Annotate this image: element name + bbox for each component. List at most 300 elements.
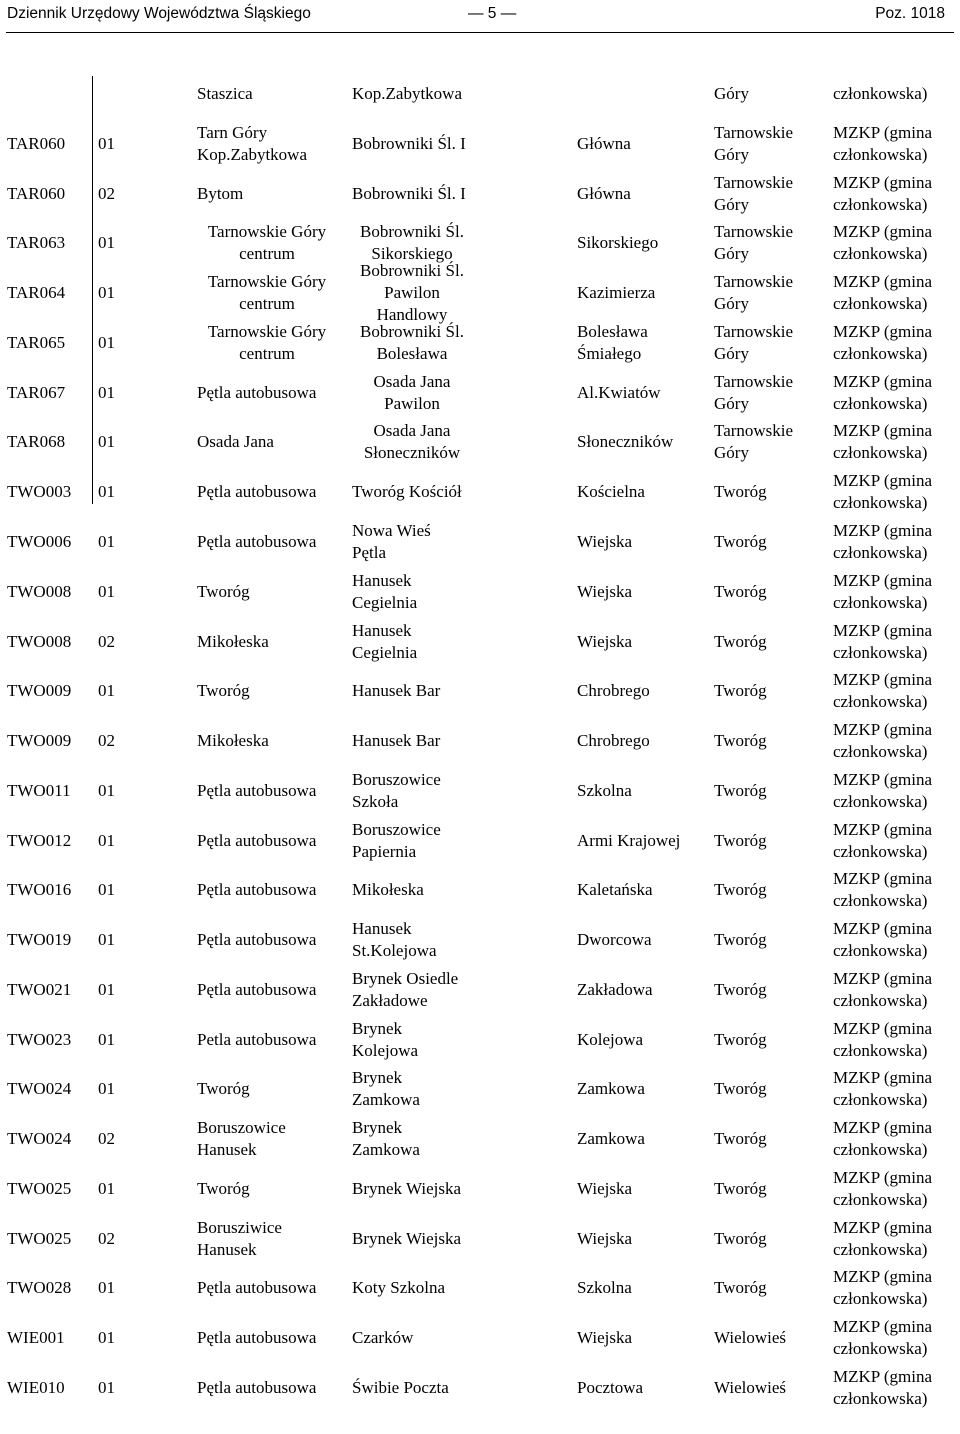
street-cell <box>577 517 707 567</box>
stop-name-cell <box>352 915 572 965</box>
table-row <box>0 1114 960 1164</box>
previous-stop-line: Hanusek <box>197 1239 257 1259</box>
previous-stop-cell <box>197 517 347 567</box>
operator-cell <box>833 169 960 219</box>
stop-code-line: WIE010 <box>7 1378 65 1398</box>
stop-name-cell <box>352 816 572 866</box>
operator-line: MZKP (gmina <box>833 1217 933 1237</box>
operator-line: MZKP (gmina <box>833 521 933 540</box>
operator-line: członkowska) <box>833 543 928 562</box>
stop-code-cell <box>7 617 93 667</box>
operator-line: MZKP (gmina <box>833 1167 933 1187</box>
post-number-cell <box>98 716 188 766</box>
stop-name-line: Boruszowice <box>352 819 441 839</box>
post-number-line: 01 <box>98 1328 115 1348</box>
previous-stop-line: Bytom <box>197 183 244 203</box>
page-number: — 5 — <box>468 5 517 22</box>
stop-name-line: Bobrowniki Śl. <box>360 261 464 281</box>
municipality-line: Tarnowskie <box>714 222 794 242</box>
operator-cell <box>833 1264 960 1314</box>
stop-name-line: Brynek <box>352 1068 403 1088</box>
operator-line: MZKP (gmina <box>833 570 933 590</box>
post-number-line: 01 <box>98 780 115 800</box>
municipality-cell <box>714 169 814 219</box>
previous-stop-line: Tarnowskie Góry <box>207 321 327 341</box>
stop-name-cell <box>352 617 572 667</box>
stop-code-line: TWO025 <box>7 1228 72 1248</box>
previous-stop-line: Pętla autobusowa <box>197 1278 317 1298</box>
municipality-line: Góry <box>714 294 749 314</box>
street-line: Szkolna <box>577 1278 632 1298</box>
stop-name-line: Brynek <box>352 1018 403 1038</box>
stop-name-cell <box>352 716 572 766</box>
stop-name-line: Bolesława <box>376 343 448 363</box>
stop-name-line: Kop.Zabytkowa <box>352 84 463 103</box>
previous-stop-cell <box>197 865 347 915</box>
street-cell <box>577 567 707 617</box>
municipality-line: Tworóg <box>714 681 767 701</box>
operator-line: MZKP (gmina <box>833 769 933 789</box>
previous-stop-cell <box>197 1363 347 1413</box>
street-cell <box>577 467 707 517</box>
post-number-line: 01 <box>98 432 115 452</box>
street-cell <box>577 617 707 667</box>
post-number-line: 02 <box>98 731 115 751</box>
table-row <box>0 467 960 517</box>
stop-name-line: Osada Jana <box>373 371 451 391</box>
previous-stop-cell <box>197 1214 347 1264</box>
street-line: Sikorskiego <box>577 233 659 253</box>
previous-stop-line: Borusziwice <box>197 1217 282 1237</box>
previous-stop-cell <box>197 1313 347 1363</box>
table-row <box>0 1015 960 1065</box>
table-row <box>0 169 960 219</box>
street-line: Wiejska <box>577 581 633 601</box>
stop-code-line: TAR063 <box>7 233 66 253</box>
street-line: Wiejska <box>577 1328 633 1348</box>
municipality-line: Tarnowskie <box>714 172 794 192</box>
previous-stop-cell <box>197 1164 347 1214</box>
post-number-line: 02 <box>98 631 115 651</box>
operator-line: członkowska) <box>833 891 928 911</box>
stop-name-cell <box>352 865 572 915</box>
municipality-line: Góry <box>714 343 749 363</box>
municipality-cell <box>714 368 814 418</box>
stop-name-line: Bobrowniki Śl. <box>360 321 464 341</box>
post-number-cell <box>98 1264 188 1314</box>
municipality-cell <box>714 1065 814 1115</box>
table-row <box>0 1264 960 1314</box>
municipality-cell <box>714 716 814 766</box>
street-line: Główna <box>577 183 631 203</box>
operator-line: MZKP (gmina <box>833 1018 933 1038</box>
previous-stop-cell <box>197 1015 347 1065</box>
operator-line: członkowska) <box>833 194 928 214</box>
street-line: Kolejowa <box>577 1029 644 1049</box>
municipality-cell <box>714 965 814 1015</box>
previous-stop-line: Pętla autobusowa <box>197 1378 317 1398</box>
operator-line: członkowska) <box>833 443 928 463</box>
stop-name-line: Hanusek Bar <box>352 681 441 701</box>
post-number-line: 02 <box>98 183 115 203</box>
municipality-cell <box>714 1164 814 1214</box>
previous-stop-cell <box>197 1065 347 1115</box>
stop-code-line: TWO012 <box>7 830 72 850</box>
street-cell <box>577 219 707 269</box>
stop-code-cell <box>7 915 93 965</box>
stop-code-line: TWO028 <box>7 1278 72 1298</box>
stop-name-cell <box>352 1164 572 1214</box>
stop-name-line: Brynek Wiejska <box>352 1228 462 1248</box>
table-row <box>0 567 960 617</box>
previous-stop-line: Tarnowskie Góry <box>207 272 327 292</box>
post-number-cell <box>98 567 188 617</box>
stop-code-line: TWO025 <box>7 1178 72 1198</box>
stop-name-line: Świbie Poczta <box>352 1378 449 1398</box>
post-number-line: 01 <box>98 233 115 253</box>
operator-cell <box>833 716 960 766</box>
stop-name-cell <box>352 965 572 1015</box>
post-number-line: 01 <box>98 1079 115 1099</box>
post-number-cell <box>98 915 188 965</box>
municipality-cell <box>714 567 814 617</box>
previous-stop-cell <box>192 219 342 269</box>
municipality-line: Wielowieś <box>714 1328 787 1348</box>
post-number-cell <box>98 268 188 318</box>
municipality-cell <box>714 666 814 716</box>
municipality-line: Góry <box>714 194 749 214</box>
post-number-cell <box>98 467 188 517</box>
operator-line: członkowska) <box>833 742 928 762</box>
operator-line: członkowska) <box>833 1140 928 1160</box>
municipality-cell <box>714 617 814 667</box>
municipality-cell <box>714 1015 814 1065</box>
post-number-line: 01 <box>98 1178 115 1198</box>
stop-name-cell <box>337 368 487 418</box>
street-cell <box>577 268 707 318</box>
stop-code-cell <box>7 418 93 468</box>
stop-code-line: TWO009 <box>7 681 72 701</box>
street-cell <box>577 915 707 965</box>
stop-code-line: TWO024 <box>7 1129 72 1149</box>
stop-name-line: Brynek Osiedle <box>352 968 459 988</box>
municipality-cell <box>714 766 814 816</box>
table-row <box>0 666 960 716</box>
operator-line: MZKP (gmina <box>833 869 933 889</box>
operator-line: MZKP (gmina <box>833 421 933 441</box>
street-cell <box>577 69 707 119</box>
stop-name-line: Hanusek Bar <box>352 731 441 751</box>
stop-code-cell <box>7 1264 93 1314</box>
stop-name-cell <box>352 1114 572 1164</box>
municipality-line: Tworóg <box>714 532 767 551</box>
stop-code-line: TWO021 <box>7 979 72 999</box>
operator-line: członkowska) <box>833 1339 928 1359</box>
stop-code-line: TWO003 <box>7 482 72 502</box>
stop-name-line: Sikorskiego <box>371 244 453 264</box>
street-cell <box>577 1264 707 1314</box>
stop-name-cell <box>352 766 572 816</box>
street-line: Wiejska <box>577 1228 633 1248</box>
previous-stop-line: Tworóg <box>197 581 250 601</box>
stop-name-cell <box>352 119 572 169</box>
operator-cell <box>833 368 960 418</box>
previous-stop-cell <box>197 69 347 119</box>
previous-stop-line: Pętla autobusowa <box>197 979 317 999</box>
operator-line: MZKP (gmina <box>833 1118 933 1138</box>
stop-code-line: TAR067 <box>7 382 66 402</box>
previous-stop-line: Pętla autobusowa <box>197 532 317 551</box>
street-line: Pocztowa <box>577 1378 644 1398</box>
previous-stop-line: Pętla autobusowa <box>197 780 317 800</box>
municipality-cell <box>714 1214 814 1264</box>
previous-stop-cell <box>197 567 347 617</box>
municipality-line: Tworóg <box>714 930 767 950</box>
municipality-line: Tworóg <box>714 1079 767 1099</box>
stop-name-line: Nowa Wieś <box>352 521 431 540</box>
header-rule <box>6 32 954 33</box>
street-cell <box>577 1015 707 1065</box>
municipality-line: Tworóg <box>714 1129 767 1149</box>
municipality-line: Tworóg <box>714 581 767 601</box>
post-number-cell <box>98 1214 188 1264</box>
previous-stop-cell <box>197 716 347 766</box>
post-number-cell <box>98 368 188 418</box>
street-cell <box>577 119 707 169</box>
stop-name-line: Pawilon <box>384 283 440 303</box>
stop-code-cell <box>7 1363 93 1413</box>
stop-name-cell <box>352 567 572 617</box>
previous-stop-cell <box>197 666 347 716</box>
street-cell <box>577 816 707 866</box>
operator-line: MZKP (gmina <box>833 819 933 839</box>
municipality-cell <box>714 517 814 567</box>
operator-cell <box>833 816 960 866</box>
table-row <box>0 69 960 119</box>
stop-code-cell <box>7 119 93 169</box>
post-number-cell <box>98 119 188 169</box>
table-row <box>0 119 960 169</box>
municipality-line: Tworóg <box>714 880 767 900</box>
stop-code-line: TAR065 <box>7 332 66 352</box>
street-cell <box>577 1214 707 1264</box>
previous-stop-cell <box>197 119 347 169</box>
stop-code-line: TWO008 <box>7 581 72 601</box>
municipality-cell <box>714 418 814 468</box>
table-row <box>0 865 960 915</box>
stop-code-line: TWO006 <box>7 532 72 551</box>
stop-code-cell <box>7 467 93 517</box>
operator-line: MZKP (gmina <box>833 321 933 341</box>
post-number-line: 01 <box>98 283 115 303</box>
municipality-line: Tworóg <box>714 631 767 651</box>
previous-stop-line: Tarn Góry <box>197 122 268 142</box>
municipality-cell <box>714 865 814 915</box>
stop-name-cell <box>352 666 572 716</box>
stop-name-line: Osada Jana <box>373 421 451 441</box>
municipality-line: Tworóg <box>714 1029 767 1049</box>
stop-code-line: WIE001 <box>7 1328 65 1348</box>
operator-line: członkowska) <box>833 1040 928 1060</box>
post-number-cell <box>98 318 188 368</box>
operator-line: MZKP (gmina <box>833 1068 933 1088</box>
stop-name-line: Handlowy <box>376 305 448 325</box>
street-line: Śmiałego <box>577 343 642 363</box>
operator-line: MZKP (gmina <box>833 272 933 292</box>
previous-stop-cell <box>197 965 347 1015</box>
operator-cell <box>833 1363 960 1413</box>
previous-stop-line: Pętla autobusowa <box>197 930 317 950</box>
stop-code-line: TWO016 <box>7 880 72 900</box>
previous-stop-line: Staszica <box>197 84 253 103</box>
post-number-cell <box>98 666 188 716</box>
operator-cell <box>833 567 960 617</box>
operator-line: członkowska) <box>833 692 928 712</box>
stop-name-line: Kolejowa <box>352 1040 419 1060</box>
table-row <box>0 368 960 418</box>
operator-cell <box>833 965 960 1015</box>
street-cell <box>577 766 707 816</box>
previous-stop-line: Tworóg <box>197 1079 250 1099</box>
operator-line: członkowska) <box>833 84 928 103</box>
previous-stop-line: Pętla autobusowa <box>197 830 317 850</box>
municipality-cell <box>714 915 814 965</box>
post-number-line: 01 <box>98 382 115 402</box>
municipality-line: Tworóg <box>714 1178 767 1198</box>
municipality-line: Góry <box>714 393 749 413</box>
stop-name-line: Koty Szkolna <box>352 1278 446 1298</box>
operator-line: członkowska) <box>833 1090 928 1110</box>
operator-cell <box>833 865 960 915</box>
operator-line: MZKP (gmina <box>833 919 933 939</box>
operator-cell <box>833 418 960 468</box>
stop-name-line: Papiernia <box>352 841 417 861</box>
previous-stop-line: Mikołeska <box>197 731 269 751</box>
operator-cell <box>833 1214 960 1264</box>
stop-code-cell <box>7 69 93 119</box>
municipality-line: Tworóg <box>714 1228 767 1248</box>
post-number-line: 01 <box>98 133 115 153</box>
street-cell <box>577 666 707 716</box>
table-row <box>0 1164 960 1214</box>
street-cell <box>577 1065 707 1115</box>
previous-stop-line: Osada Jana <box>197 432 274 452</box>
stop-name-line: Zakładowe <box>352 990 428 1010</box>
post-number-cell <box>98 219 188 269</box>
municipality-cell <box>714 467 814 517</box>
table-row <box>0 1363 960 1413</box>
table-row <box>0 1214 960 1264</box>
stop-code-cell <box>7 816 93 866</box>
table-row <box>0 517 960 567</box>
position-number: Poz. 1018 <box>875 5 945 22</box>
municipality-cell <box>714 268 814 318</box>
street-line: Wiejska <box>577 532 633 551</box>
street-cell <box>577 1114 707 1164</box>
stop-name-cell <box>352 517 572 567</box>
previous-stop-line: centrum <box>239 244 295 264</box>
stop-name-line: Hanusek <box>352 620 412 640</box>
operator-line: członkowska) <box>833 1289 928 1309</box>
stop-name-cell <box>352 1313 572 1363</box>
stop-name-line: Bobrowniki Śl. I <box>352 133 466 153</box>
municipality-cell <box>714 816 814 866</box>
municipality-line: Tarnowskie <box>714 421 794 441</box>
stop-code-cell <box>7 865 93 915</box>
municipality-line: Góry <box>714 244 749 264</box>
operator-line: MZKP (gmina <box>833 222 933 242</box>
stop-name-cell <box>352 1363 572 1413</box>
stop-code-cell <box>7 219 93 269</box>
post-number-line: 01 <box>98 581 115 601</box>
operator-line: MZKP (gmina <box>833 1267 933 1287</box>
municipality-line: Tworóg <box>714 731 767 751</box>
street-line: Wiejska <box>577 631 633 651</box>
street-cell <box>577 865 707 915</box>
post-number-line: 01 <box>98 979 115 999</box>
operator-line: MZKP (gmina <box>833 172 933 192</box>
stop-code-cell <box>7 1065 93 1115</box>
post-number-cell <box>98 1015 188 1065</box>
stop-code-line: TWO009 <box>7 731 72 751</box>
previous-stop-line: Hanusek <box>197 1140 257 1160</box>
stop-name-cell <box>337 318 487 368</box>
post-number-cell <box>98 1164 188 1214</box>
previous-stop-cell <box>197 169 347 219</box>
previous-stop-line: Petla autobusowa <box>197 1029 317 1049</box>
table-row <box>0 1065 960 1115</box>
street-line: Chrobrego <box>577 681 650 701</box>
stop-name-cell <box>352 169 572 219</box>
previous-stop-line: Tarnowskie Góry <box>207 222 327 242</box>
operator-line: MZKP (gmina <box>833 620 933 640</box>
stops-table <box>0 69 960 1413</box>
stop-code-cell <box>7 666 93 716</box>
stop-code-cell <box>7 1214 93 1264</box>
post-number-cell <box>98 816 188 866</box>
municipality-line: Góry <box>714 84 749 103</box>
table-row <box>0 965 960 1015</box>
operator-line: MZKP (gmina <box>833 670 933 690</box>
street-line: Zamkowa <box>577 1129 645 1149</box>
post-number-cell <box>98 965 188 1015</box>
street-cell <box>577 1164 707 1214</box>
stop-code-cell <box>7 268 93 318</box>
operator-line: członkowska) <box>833 1389 928 1409</box>
operator-cell <box>833 617 960 667</box>
previous-stop-line: Pętla autobusowa <box>197 1328 317 1348</box>
municipality-cell <box>714 1114 814 1164</box>
previous-stop-cell <box>192 318 342 368</box>
operator-line: MZKP (gmina <box>833 371 933 391</box>
post-number-line: 01 <box>98 880 115 900</box>
municipality-line: Góry <box>714 443 749 463</box>
street-cell <box>577 318 707 368</box>
table-row <box>0 915 960 965</box>
stop-name-cell <box>352 1264 572 1314</box>
street-cell <box>577 169 707 219</box>
post-number-cell <box>98 169 188 219</box>
street-line: Kościelna <box>577 482 645 502</box>
stop-code-cell <box>7 1015 93 1065</box>
street-line: Szkolna <box>577 780 632 800</box>
operator-cell <box>833 467 960 517</box>
post-number-line: 01 <box>98 1278 115 1298</box>
stop-code-cell <box>7 766 93 816</box>
operator-line: MZKP (gmina <box>833 1317 933 1337</box>
municipality-line: Tarnowskie <box>714 122 794 142</box>
municipality-cell <box>714 1363 814 1413</box>
